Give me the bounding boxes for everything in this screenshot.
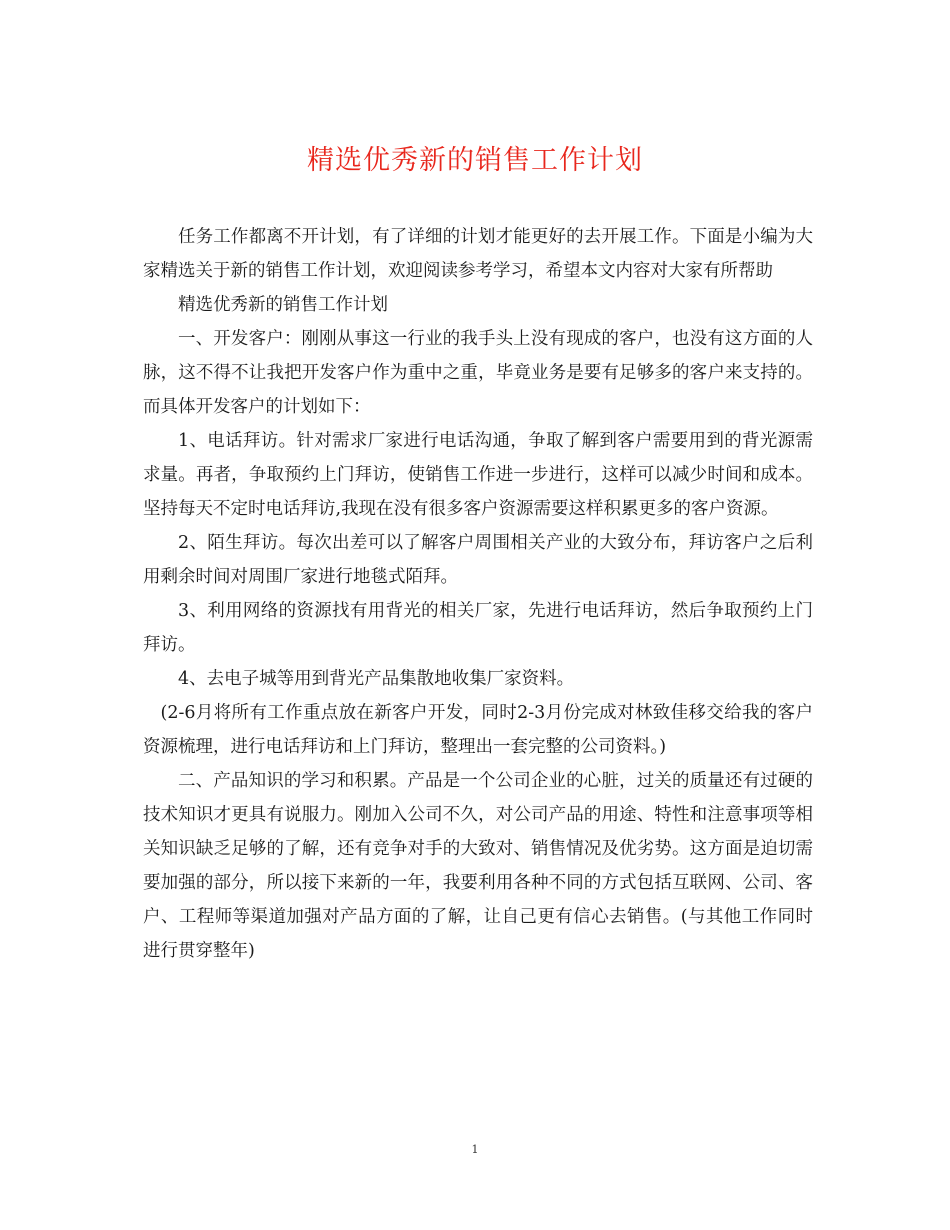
page-number: 1 (471, 1143, 479, 1156)
item-cold-visit: 2、陌生拜访。每次出差可以了解客户周围相关产业的大致分布，拜访客户之后利用剩余时间对周围厂家进行地毯式陌拜。 (143, 533, 813, 587)
intro-paragraph: 任务工作都离不开计划，有了详细的计划才能更好的去开展工作。下面是小编为大家精选关于新的销售工作计划，欢迎阅读参考学习，希望本文内容对大家有所帮助 (143, 227, 813, 281)
item-phone-visit: 1、电话拜访。针对需求厂家进行电话沟通，争取了解到客户需要用到的背光源需求量。再者，争取预约上门拜访，使销售工作进一步进行，这样可以减少时间和成本。坚持每天不定时电话拜访,我现在没有很多客户资源需要这样积累更多的客户资源。 (143, 431, 813, 519)
item-electronics-market: 4、去电子城等用到背光产品集散地收集厂家资料。 (178, 669, 575, 689)
document-body (143, 220, 813, 968)
subtitle-paragraph: 精选优秀新的销售工作计划 (178, 295, 388, 315)
document-title: 精选优秀新的销售工作计划 (307, 145, 643, 176)
item-network-resources: 3、利用网络的资源找有用背光的相关厂家，先进行电话拜访，然后争取预约上门拜访。 (143, 601, 813, 655)
schedule-note: (2-6月将所有工作重点放在新客户开发，同时2-3月份完成对林致佳移交给我的客户资源梳理，进行电话拜访和上门拜访，整理出一套完整的公司资料。) (143, 703, 813, 757)
section-develop-customers: 一、开发客户：刚刚从事这一行业的我手头上没有现成的客户，也没有这方面的人脉，这不得不让我把开发客户作为重中之重，毕竟业务是要有足够多的客户来支持的。而具体开发客户的计划如下： (143, 329, 813, 417)
section-product-knowledge: 二、产品知识的学习和积累。产品是一个公司企业的心脏，过关的质量还有过硬的技术知识才更具有说服力。刚加入公司不久，对公司产品的用途、特性和注意事项等相关知识缺乏足够的了解，还有竞争对手的大致对、销售情况及优劣势。这方面是迫切需要加强的部分，所以接下来新的一年，我要利用各种不同的方式包括互联网、公司、客户、工程师等渠道加强对产品方面的了解，让自己更有信心去销售。(与其他工作同时进行贯穿整年) (143, 771, 813, 961)
